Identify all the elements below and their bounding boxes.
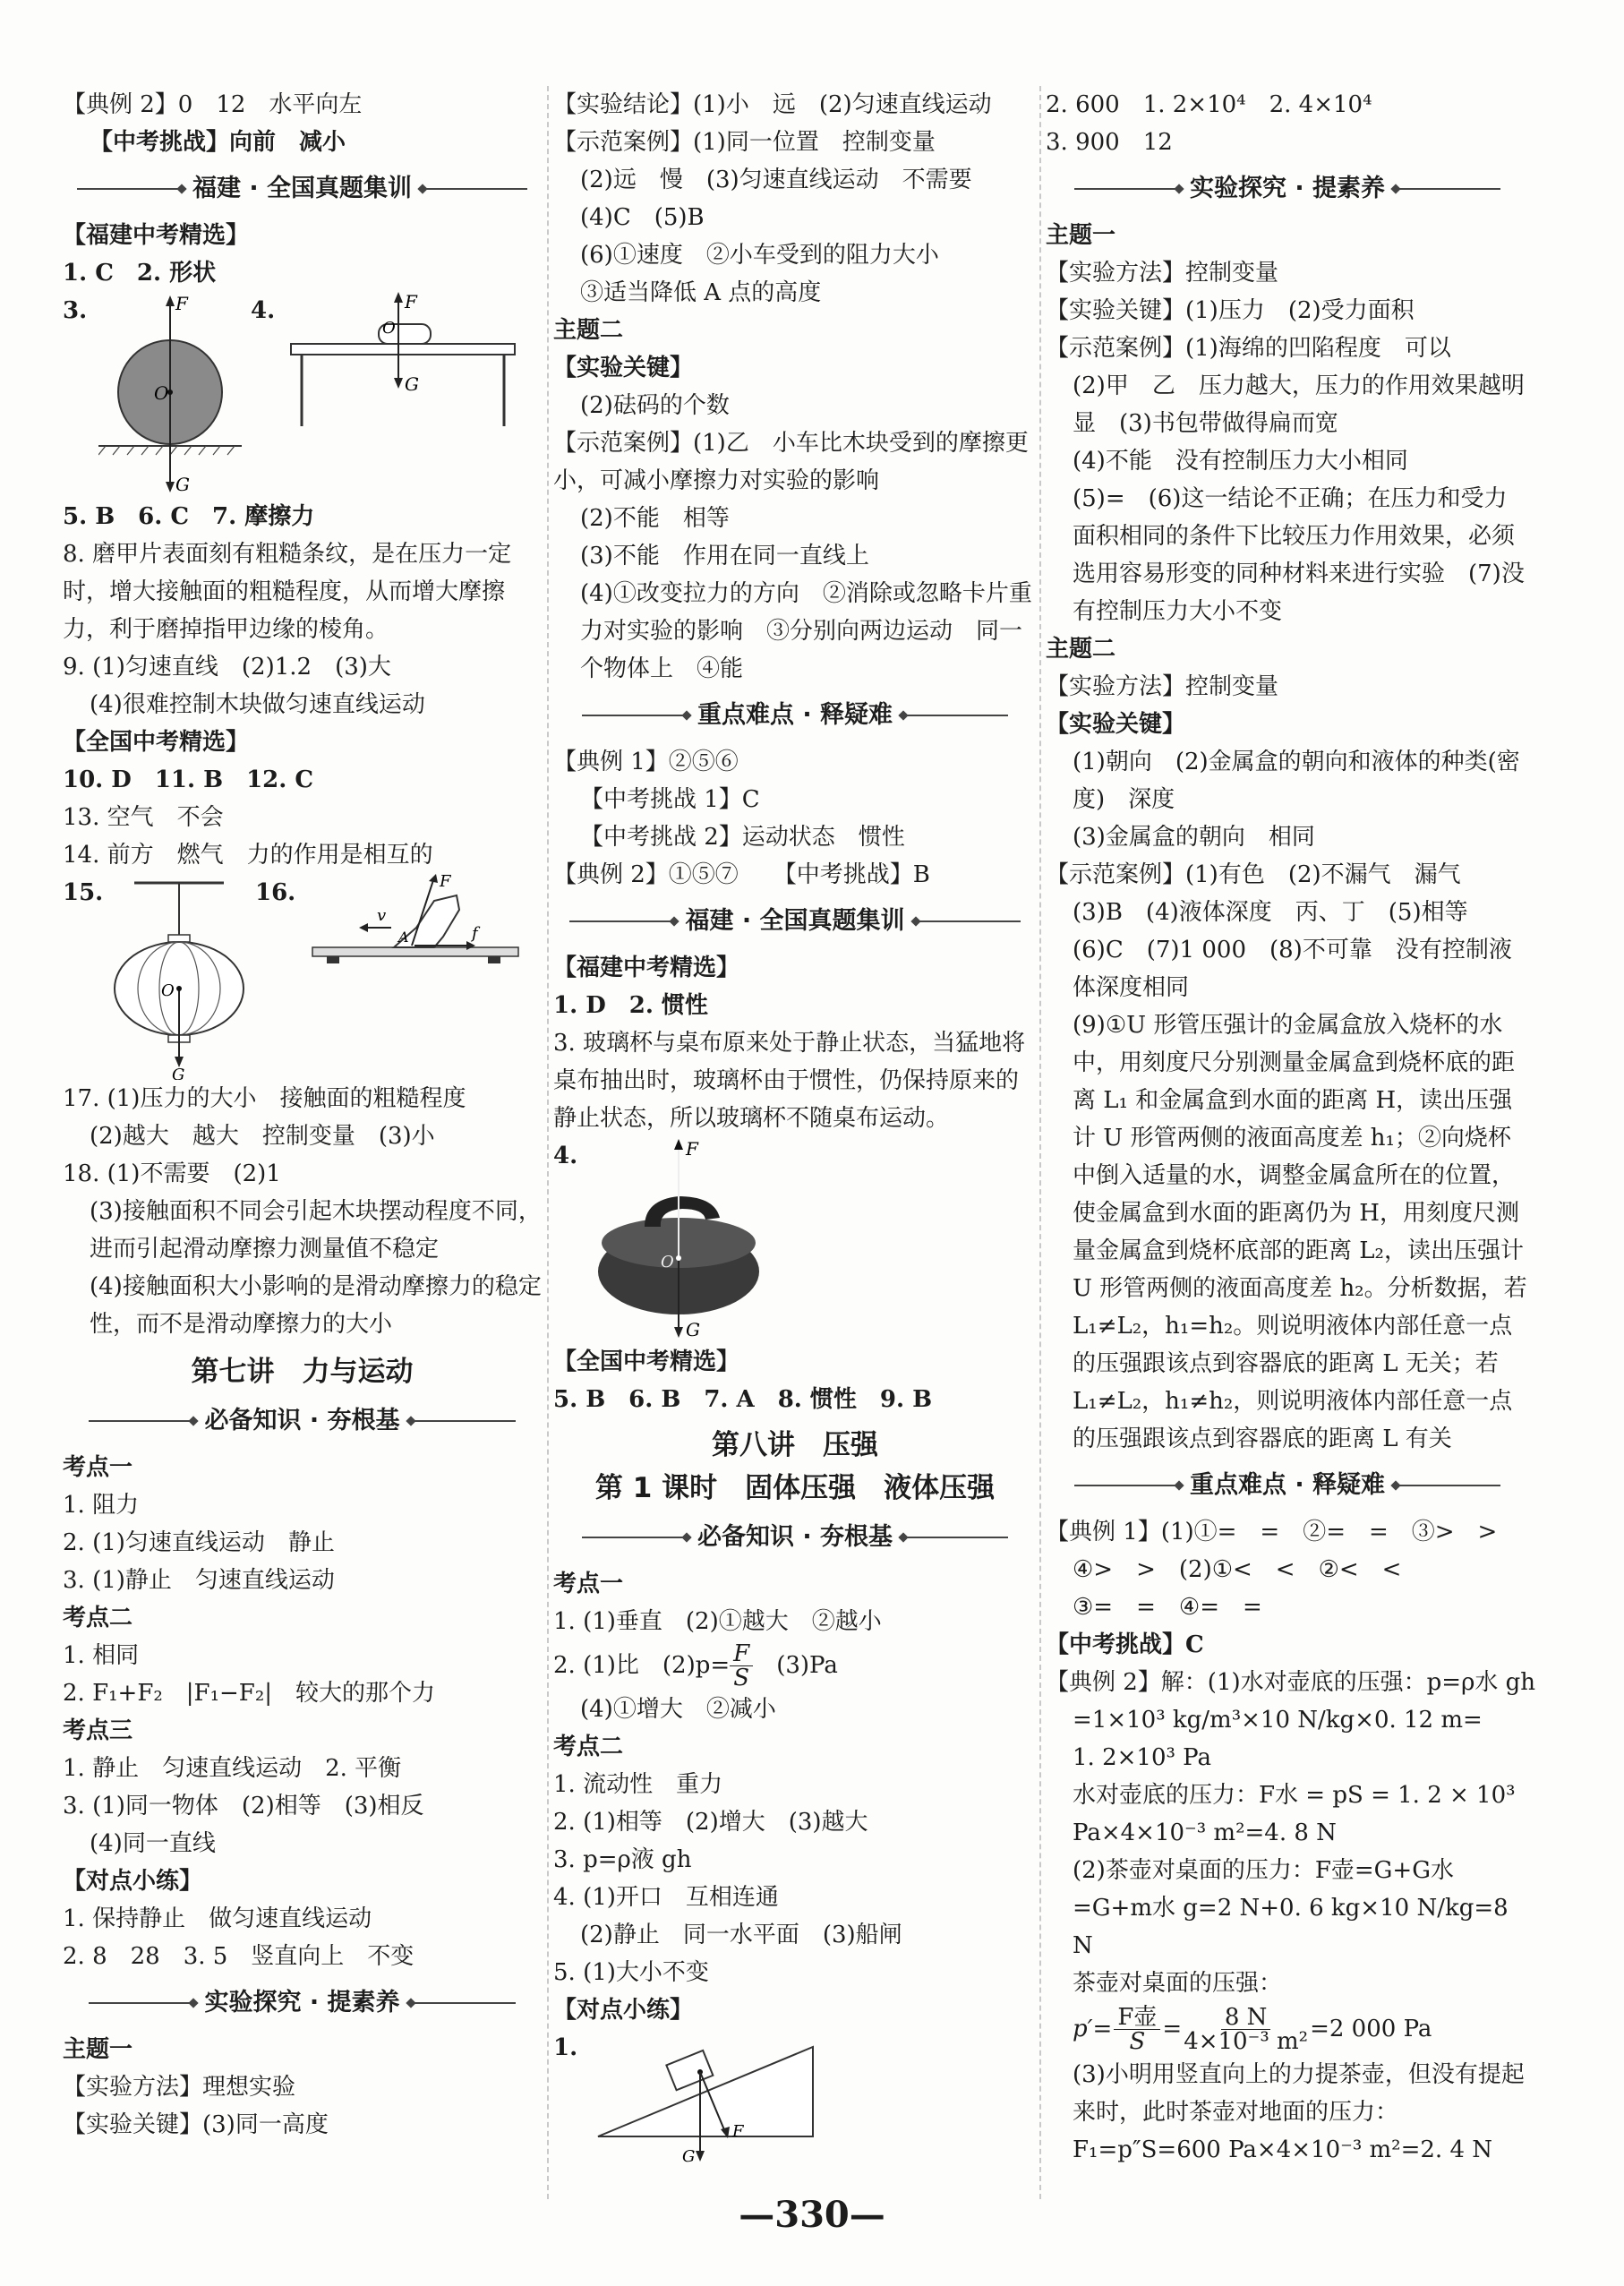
answer-line: 5. (1)大小不变 (553, 1959, 709, 1986)
figure-label: 1. (553, 2034, 578, 2061)
topic-heading: 考点二 (63, 1605, 133, 1631)
section-header: 重点难点 · 释疑难 (553, 697, 1037, 734)
answer-line: 1. 保持静止 做匀速直线运动 (63, 1905, 372, 1932)
answer-line: (6)①速度 ②小车受到的阻力大小 (580, 242, 939, 269)
section-header: 必备知识 · 夯根基 (553, 1519, 1037, 1556)
answer-line: (4)①增大 ②减小 (580, 1696, 776, 1723)
answer-line: 【典例 2】①⑤⑦ 【中考挑战】B (553, 861, 930, 888)
shoe-friction-diagram (309, 874, 524, 981)
answer-line: 【中考挑战】C (1046, 1631, 1204, 1658)
topic-heading: 考点一 (553, 1571, 624, 1597)
force-label-f: f (472, 924, 478, 943)
text-line: 【中考挑战】向前 减小 (90, 129, 346, 156)
answer-line: ③= = ④= = (1073, 1594, 1262, 1621)
answer-line: (2)越大 越大 控制变量 (3)小 (90, 1123, 435, 1150)
answer-line: 1. 相同 (63, 1642, 140, 1669)
column-3 (1046, 86, 1536, 2169)
answer-line: 茶壶对桌面的压强： (1073, 1970, 1283, 1997)
figure-label: 16. (255, 879, 296, 906)
subsection-title: 【实验关键】 (553, 355, 694, 381)
fraction: $\frac{8 N}{\text{4×10⁻³ m²}}$ (1184, 2003, 1309, 2055)
figure-row-15-16 (63, 874, 542, 1080)
answer-line: 2. 600 1. 2×10⁴ 2. 4×10⁴ (1046, 91, 1372, 118)
point-label-O: O (661, 1253, 674, 1271)
answer-line: 10. D 11. B 12. C (63, 766, 314, 793)
section-header: 实验探究 · 提素养 (63, 1984, 542, 2022)
answer-line: 18. (1)不需要 (2)1 (63, 1160, 281, 1187)
answer-line: 【实验结论】(1)小 远 (2)匀速直线运动 (553, 91, 992, 118)
answer-line: 1. 静止 匀速直线运动 2. 平衡 (63, 1755, 402, 1782)
answer-line: 【典例 1】②⑤⑥ (553, 749, 739, 775)
lesson-title: 第 1 课时 固体压强 液体压强 (594, 1472, 996, 1504)
section-header: 福建 · 全国真题集训 (63, 170, 542, 208)
force-label-F: F (405, 292, 417, 313)
answer-paragraph: 3. 玻璃杯与桌布原来处于静止状态，当猛地将桌布抽出时，玻璃杯由于惯性，仍保持原来的静止状态，所以玻璃杯不随桌布运动。 (553, 1030, 1026, 1132)
answer-paragraph: 8. 磨甲片表面刻有粗糙条纹，是在压力一定时，增大接触面的粗糙程度，从而增大摩擦力，利于磨掉指甲边缘的棱角。 (63, 541, 512, 643)
answer-line: 【典例 2】解：(1)水对壶底的压强：p=ρ水 gh (1046, 1669, 1536, 1696)
figure-label: 4. (553, 1143, 578, 1169)
ball-force-diagram (98, 292, 242, 498)
answer-line: 【示范案例】(1)有色 (2)不漏气 漏气 (1046, 861, 1461, 888)
answer-line: 2. (1)相等 (2)增大 (3)越大 (553, 1809, 868, 1836)
answer-line: 1. C 2. 形状 (63, 260, 217, 287)
section-header: 重点难点 · 释疑难 (1046, 1467, 1529, 1504)
answer-line: 【中考挑战 1】C (580, 786, 760, 813)
incline-block-diagram (589, 2029, 822, 2163)
answer-paragraph: 水对壶底的压力：F水 = pS = 1. 2 × 10³ Pa×4×10⁻³ m²=4. 8 N (1073, 1782, 1516, 1846)
answer-line: 1. 2×10³ Pa (1073, 1744, 1211, 1771)
point-label-A: A (398, 929, 409, 946)
page-number: —330— (739, 2194, 885, 2236)
answer-paragraph: (2)甲 乙 压力越大，压力的作用效果越明显 (3)书包带做得扁而宽 (1073, 372, 1525, 437)
velocity-label: v (377, 906, 387, 925)
section-header: 必备知识 · 夯根基 (63, 1402, 542, 1440)
answer-line: (3)金属盒的朝向 相同 (1073, 824, 1315, 851)
answer-paragraph: (3)接触面积不同会引起木块摆动程度不同，进而引起滑动摩擦力测量值不稳定 (90, 1198, 542, 1263)
lantern-force-diagram (98, 874, 260, 1080)
figure-row-4 (553, 1137, 1037, 1343)
force-label-G: G (405, 373, 419, 395)
answer-paragraph: (9)①U 形管压强计的金属盒放入烧杯的水中，用刻度尺分别测量金属盒到烧杯底的距离 L₁ 和金属盒到水面的距离 H，读出压强计 U 形管两侧的液面高度差 h₁；②向烧杯中倒入适量的水，调整金属盒所在的位置，使金属盒到水面的距离仍为 H，用刻度尺测量金属盒到烧杯底部的距离 L₂，读出压强计 U 形管两侧的液面高度差 h₂。分析数据，若 L₁≠L₂，h₁=h₂。则说明液体内部任意一点的压强跟该点到容器底的距离 L 无关；若 L₁≠L₂，h₁≠h₂，则说明液体内部任意一点的压强跟该点到容器底的距离 L 有关 (1073, 1012, 1527, 1452)
subsection-title: 【全国中考精选】 (553, 1348, 740, 1375)
figure-row-3-4 (63, 292, 542, 498)
section-header: 福建 · 全国真题集训 (553, 903, 1037, 940)
force-label-G: G (172, 1066, 185, 1080)
answer-line: 【实验方法】控制变量 (1046, 260, 1279, 287)
answer-line: 9. (1)匀速直线 (2)1.2 (3)大 (63, 654, 391, 681)
force-label-G: G (682, 2147, 696, 2163)
answer-line: 3. (1)静止 匀速直线运动 (63, 1567, 335, 1594)
answer-line: 1. 阻力 (63, 1492, 140, 1519)
answer-line: 3. (1)同一物体 (2)相等 (3)相反 (63, 1793, 424, 1819)
answer-line: (2)不能 相等 (580, 505, 730, 532)
answer-line: 1. (1)垂直 (2)①越大 ②越小 (553, 1608, 882, 1635)
answer-line: 1. D 2. 惯性 (553, 992, 708, 1019)
subsection-title: 【对点小练】 (63, 1868, 203, 1895)
point-label-O: O (154, 382, 169, 404)
topic-heading: 主题一 (63, 2036, 133, 2063)
chapter-title: 第七讲 力与运动 (191, 1356, 414, 1388)
topic-heading: 考点三 (63, 1717, 133, 1744)
answer-paragraph: (1)朝向 (2)金属盒的朝向和液体的种类(密度) 深度 (1073, 749, 1520, 813)
subsection-title: 【实验关键】 (1046, 711, 1186, 738)
answer-line: (2)砝码的个数 (580, 392, 730, 419)
formula-line: p′= F壶 S = $\frac{8 N}{\text{4×10⁻³ m²}}$ =2 000 Pa (1073, 2003, 1432, 2055)
answer-line: (4)不能 没有控制压力大小相同 (1073, 448, 1408, 475)
answer-line: 【实验方法】理想实验 (63, 2074, 296, 2101)
answer-paragraph: (4)接触面积大小影响的是滑动摩擦力的稳定性，而不是滑动摩擦力的大小 (90, 1273, 542, 1338)
answer-line: (2)静止 同一水平面 (3)船闸 (580, 1922, 902, 1948)
answer-paragraph: (5)= (6)这一结论不正确；在压力和受力面积相同的条件下比较压力作用效果，必须选用容易形变的同种材料来进行实验 (7)没有控制压力大小不变 (1073, 485, 1525, 625)
answer-line: 【实验关键】(3)同一高度 (63, 2111, 329, 2138)
answer-paragraph: (6)C (7)1 000 (8)不可靠 没有控制液体深度相同 (1073, 937, 1512, 1001)
force-label-F: F (686, 1138, 698, 1160)
figure-label: 3. (63, 297, 88, 324)
column-divider (1039, 86, 1041, 2199)
answer-line: 【典例 1】(1)①= = ②= = ③> > (1046, 1519, 1498, 1545)
answer-line: 17. (1)压力的大小 接触面的粗糙程度 (63, 1085, 466, 1112)
answer-line: 【实验方法】控制变量 (1046, 673, 1279, 700)
answer-paragraph: (2)茶壶对桌面的压力：F壶=G+G水=G+m水 g=2 N+0. 6 kg×10 N/kg=8 N (1073, 1857, 1509, 1959)
subsection-title: 【全国中考精选】 (63, 729, 250, 756)
fraction: $\frac{F}{S}$ (730, 1642, 753, 1690)
topic-heading: 考点一 (63, 1454, 133, 1481)
answer-line: (3)不能 作用在同一直线上 (580, 543, 869, 569)
answer-paragraph: (3)小明用竖直向上的力提茶壶，但没有提起来时，此时茶壶对地面的压力：F₁=p″S=600 Pa×4×10⁻³ m²=2. 4 N (1073, 2061, 1525, 2163)
point-label-O: O (382, 319, 396, 338)
answer-line: 3. 900 12 (1046, 129, 1173, 156)
answer-line: 2. F₁+F₂ |F₁−F₂| 较大的那个力 (63, 1680, 436, 1707)
answer-line: 5. B 6. B 7. A 8. 惯性 9. B (553, 1386, 933, 1413)
topic-heading: 主题二 (553, 317, 624, 344)
answer-line: 【示范案例】(1)同一位置 控制变量 (553, 129, 936, 156)
column-1 (63, 86, 542, 2144)
force-label-F: F (440, 874, 451, 891)
subsection-title: 【福建中考精选】 (63, 222, 250, 249)
answer-line: 2. (1)匀速直线运动 静止 (63, 1529, 335, 1556)
formula-line: 2. (1)比 (2)p= $\frac{F}{S}$ (3)Pa (553, 1640, 838, 1691)
subsection-title: 【对点小练】 (553, 1997, 694, 2024)
answer-line: (4)很难控制木块做匀速直线运动 (90, 691, 425, 718)
answer-line: 5. B 6. C 7. 摩擦力 (63, 503, 315, 530)
force-label-F: F (175, 293, 188, 314)
topic-heading: 主题二 (1046, 636, 1116, 663)
answer-line: 4. (1)开口 互相连通 (553, 1884, 779, 1911)
answer-line: (2)远 慢 (3)匀速直线运动 不需要 (580, 167, 972, 193)
answer-line: ③适当降低 A 点的高度 (580, 279, 822, 306)
table-object-force-diagram (282, 292, 524, 444)
answer-line: 3. p=ρ液 gh (553, 1846, 692, 1873)
force-label-G: G (175, 474, 190, 495)
answer-line: 1. 流动性 重力 (553, 1771, 723, 1798)
answer-line: 14. 前方 燃气 力的作用是相互的 (63, 842, 433, 869)
answer-line: 13. 空气 不会 (63, 804, 224, 831)
topic-heading: 考点二 (553, 1734, 624, 1760)
answer-line: (4)C (5)B (580, 204, 705, 231)
figure-row-1 (553, 2029, 1037, 2163)
fraction: F壶 S (1114, 2006, 1160, 2053)
text-line: 【典例 2】0 12 水平向左 (63, 91, 363, 118)
answer-line: 【示范案例】(1)海绵的凹陷程度 可以 (1046, 335, 1451, 362)
force-label-G: G (686, 1319, 700, 1340)
figure-label: 4. (251, 297, 276, 324)
answer-line: 2. 8 28 3. 5 竖直向上 不变 (63, 1943, 415, 1970)
chapter-title: 第八讲 压强 (712, 1429, 878, 1461)
force-label-F: F (732, 2122, 744, 2141)
topic-heading: 主题一 (1046, 222, 1116, 249)
figure-label: 15. (63, 879, 104, 906)
column-divider (547, 86, 549, 2199)
answer-paragraph: 【示范案例】(1)乙 小车比木块受到的摩擦更小，可减小摩擦力对实验的影响 (553, 430, 1029, 494)
answer-line: =1×10³ kg/m³×10 N/kg×0. 12 m= (1073, 1707, 1483, 1734)
column-2 (553, 86, 1037, 2163)
answer-line: ④> > (2)①< < ②< < (1073, 1556, 1402, 1583)
subsection-title: 【福建中考精选】 (553, 955, 740, 981)
answer-line: 【中考挑战 2】运动状态 惯性 (580, 824, 905, 851)
point-label-O: O (161, 981, 175, 1000)
answer-paragraph: (4)①改变拉力的方向 ②消除或忽略卡片重力对实验的影响 ③分别向两边运动 同一个物体上 ④能 (580, 580, 1032, 682)
section-header: 实验探究 · 提素养 (1046, 170, 1529, 208)
answer-line: (4)同一直线 (90, 1830, 216, 1857)
curling-stone-force-diagram (589, 1137, 768, 1343)
answer-line: (3)B (4)液体深度 丙、丁 (5)相等 (1073, 899, 1468, 926)
answer-line: 【实验关键】(1)压力 (2)受力面积 (1046, 297, 1415, 324)
